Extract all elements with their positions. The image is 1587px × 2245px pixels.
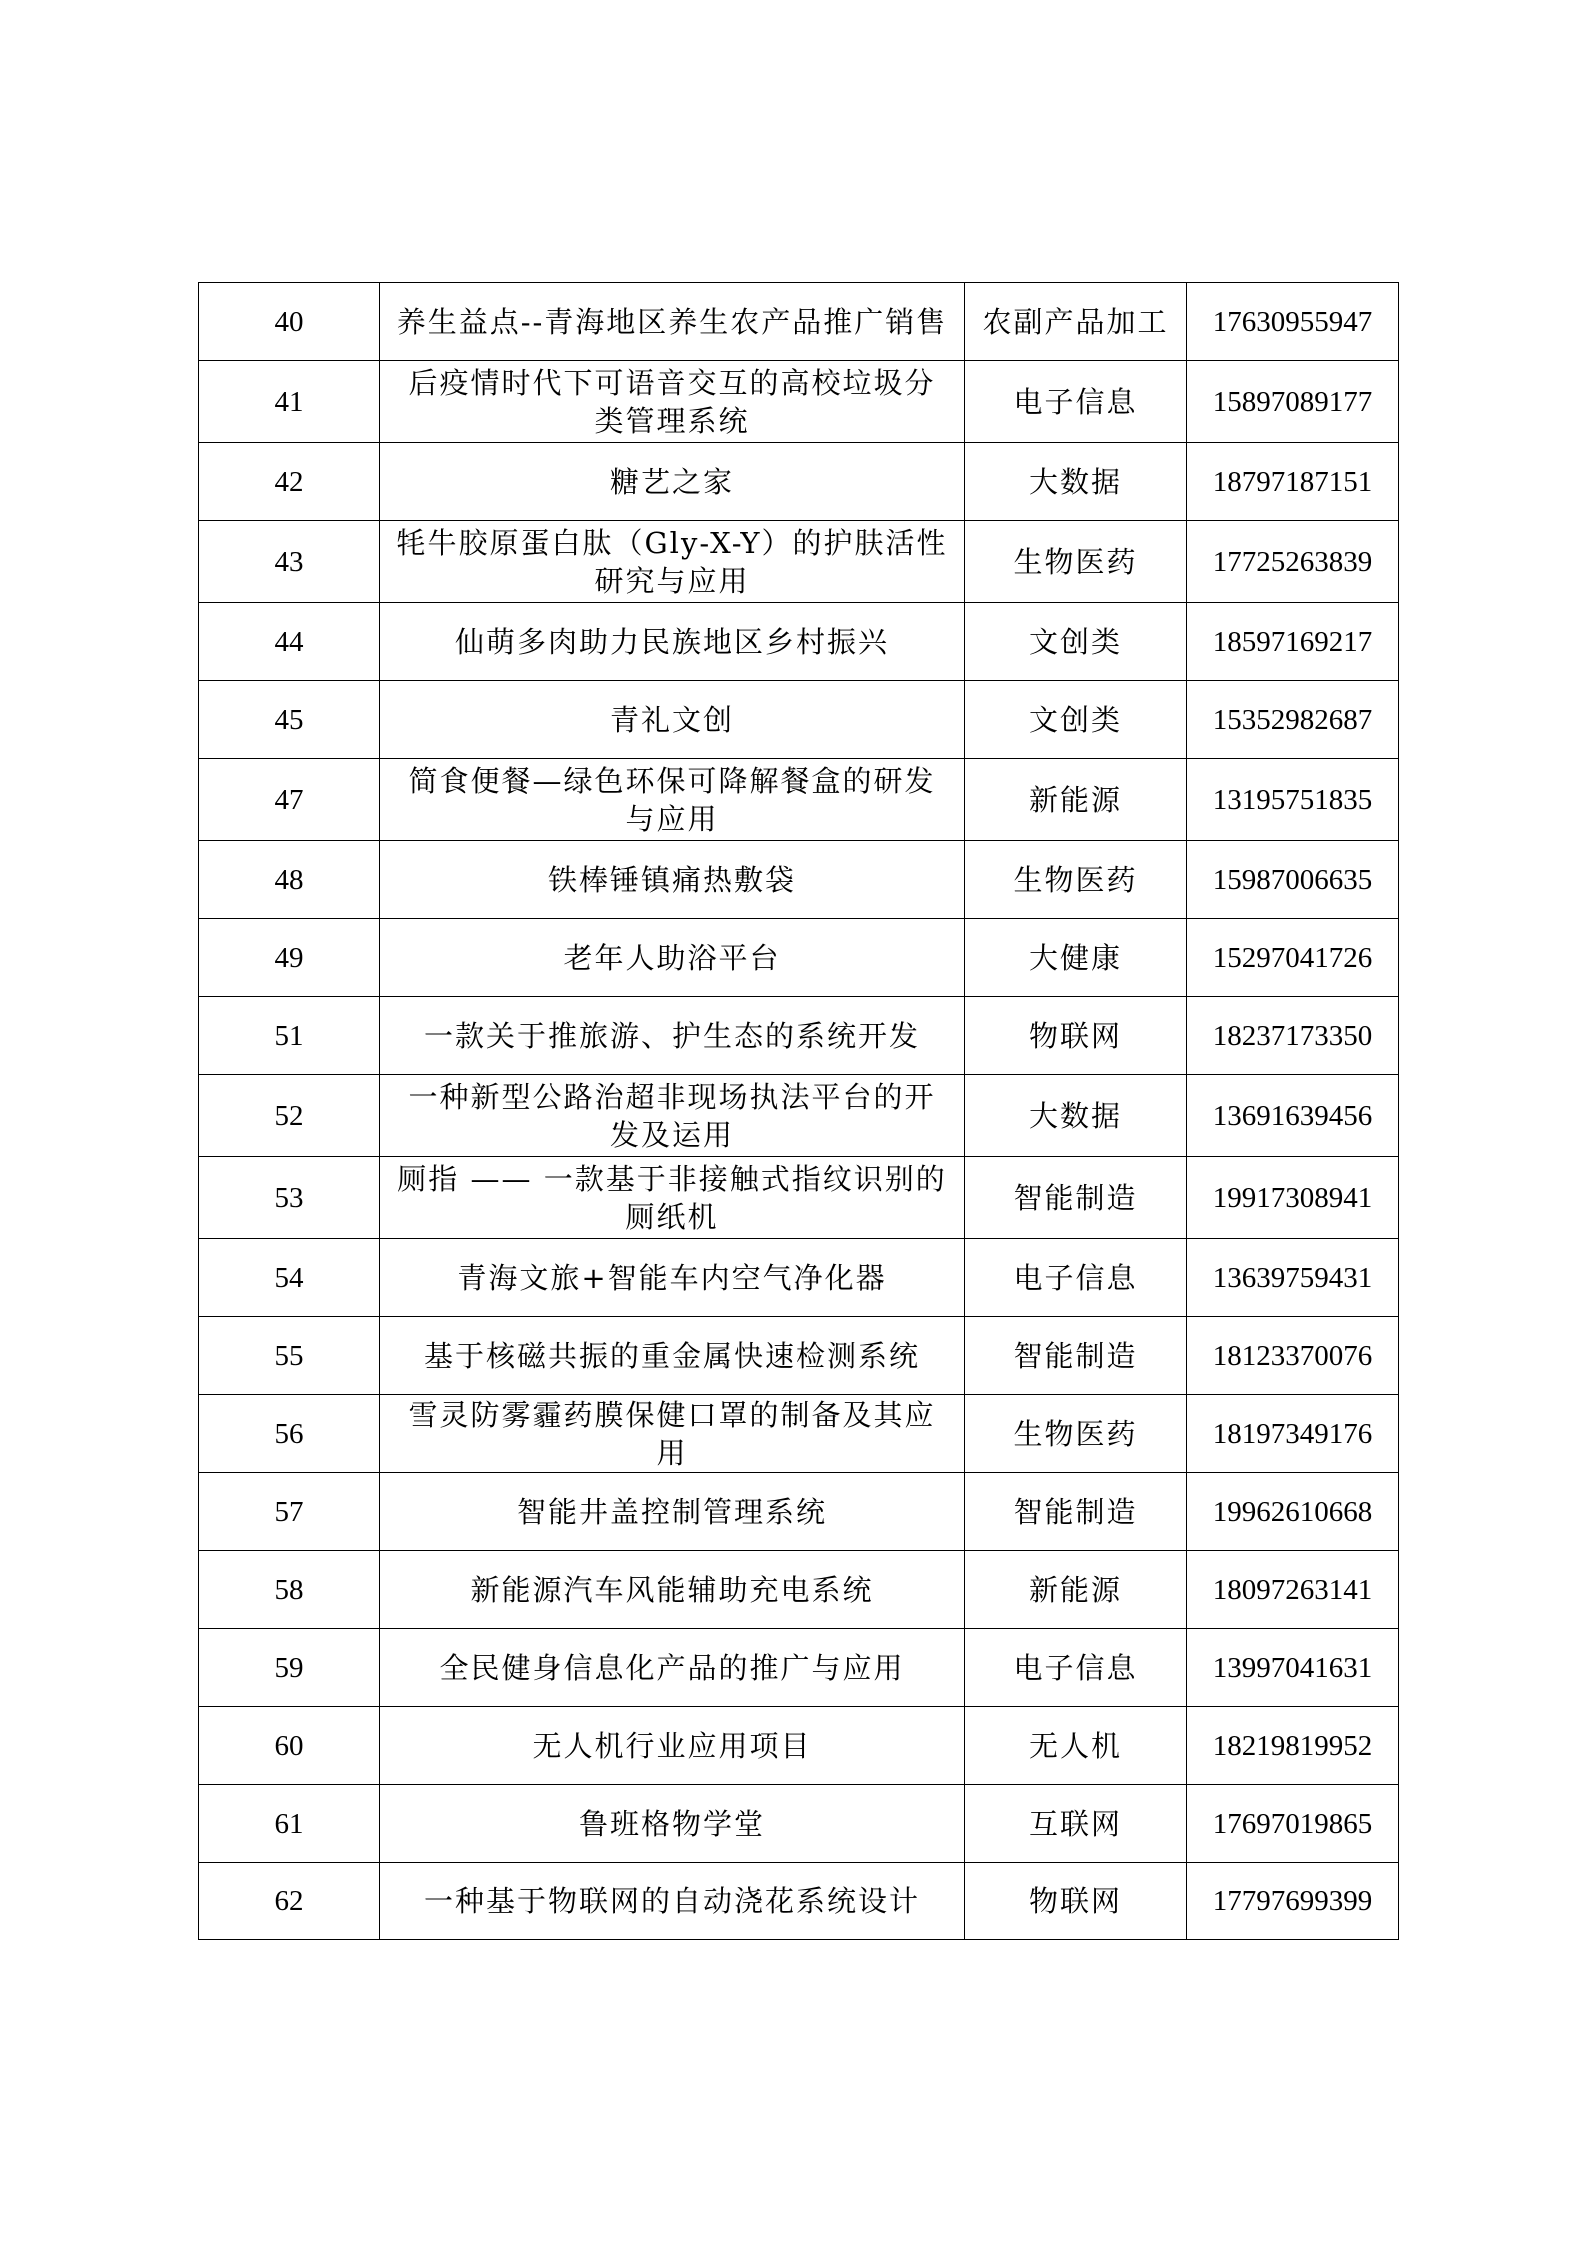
project-name: 老年人助浴平台 [380, 919, 965, 997]
table-row [199, 997, 1399, 1075]
contact-phone: 18097263141 [1187, 1551, 1399, 1629]
table-row [199, 1863, 1399, 1940]
row-number: 54 [199, 1239, 380, 1317]
project-name: 简食便餐—绿色环保可降解餐盒的研发与应用 [380, 759, 965, 841]
row-number: 53 [199, 1157, 380, 1239]
project-category: 新能源 [965, 759, 1187, 841]
contact-phone: 18597169217 [1187, 603, 1399, 681]
project-name: 铁棒锤镇痛热敷袋 [380, 841, 965, 919]
contact-phone: 18123370076 [1187, 1317, 1399, 1395]
table-row [199, 841, 1399, 919]
row-number: 56 [199, 1395, 380, 1473]
contact-phone: 17725263839 [1187, 521, 1399, 603]
contact-phone: 13639759431 [1187, 1239, 1399, 1317]
project-name: 一种新型公路治超非现场执法平台的开发及运用 [380, 1075, 965, 1157]
table-row [199, 1473, 1399, 1551]
project-category: 大健康 [965, 919, 1187, 997]
contact-phone: 17630955947 [1187, 283, 1399, 361]
row-number: 49 [199, 919, 380, 997]
project-name: 雪灵防雾霾药膜保健口罩的制备及其应用 [380, 1395, 965, 1473]
contact-phone: 18237173350 [1187, 997, 1399, 1075]
project-category: 物联网 [965, 997, 1187, 1075]
table-row [199, 1629, 1399, 1707]
project-category: 大数据 [965, 443, 1187, 521]
table-row [199, 1707, 1399, 1785]
project-name: 一款关于推旅游、护生态的系统开发 [380, 997, 965, 1075]
row-number: 43 [199, 521, 380, 603]
row-number: 41 [199, 361, 380, 443]
project-category: 生物医药 [965, 1395, 1187, 1473]
table-row [199, 1317, 1399, 1395]
contact-phone: 18219819952 [1187, 1707, 1399, 1785]
project-category: 文创类 [965, 603, 1187, 681]
contact-phone: 13195751835 [1187, 759, 1399, 841]
contact-phone: 15987006635 [1187, 841, 1399, 919]
row-number: 55 [199, 1317, 380, 1395]
table-row [199, 521, 1399, 603]
project-category: 互联网 [965, 1785, 1187, 1863]
project-category: 大数据 [965, 1075, 1187, 1157]
project-category: 生物医药 [965, 521, 1187, 603]
project-name: 青礼文创 [380, 681, 965, 759]
table-row [199, 603, 1399, 681]
project-category: 物联网 [965, 1863, 1187, 1940]
row-number: 47 [199, 759, 380, 841]
table-row [199, 1239, 1399, 1317]
table-row [199, 759, 1399, 841]
contact-phone: 19962610668 [1187, 1473, 1399, 1551]
project-name: 基于核磁共振的重金属快速检测系统 [380, 1317, 965, 1395]
table-row [199, 1075, 1399, 1157]
project-category: 生物医药 [965, 841, 1187, 919]
project-category: 智能制造 [965, 1473, 1187, 1551]
contact-phone: 15897089177 [1187, 361, 1399, 443]
table-row [199, 1157, 1399, 1239]
project-category: 农副产品加工 [965, 283, 1187, 361]
row-number: 42 [199, 443, 380, 521]
project-name: 后疫情时代下可语音交互的高校垃圾分类管理系统 [380, 361, 965, 443]
table-row [199, 1785, 1399, 1863]
project-name: 仙萌多肉助力民族地区乡村振兴 [380, 603, 965, 681]
project-table [198, 282, 1399, 1940]
contact-phone: 18797187151 [1187, 443, 1399, 521]
project-category: 智能制造 [965, 1317, 1187, 1395]
project-name: 新能源汽车风能辅助充电系统 [380, 1551, 965, 1629]
table-row [199, 919, 1399, 997]
row-number: 45 [199, 681, 380, 759]
row-number: 57 [199, 1473, 380, 1551]
contact-phone: 17797699399 [1187, 1863, 1399, 1940]
row-number: 58 [199, 1551, 380, 1629]
contact-phone: 15297041726 [1187, 919, 1399, 997]
contact-phone: 18197349176 [1187, 1395, 1399, 1473]
row-number: 59 [199, 1629, 380, 1707]
table-body [199, 283, 1399, 1940]
contact-phone: 17697019865 [1187, 1785, 1399, 1863]
project-category: 电子信息 [965, 361, 1187, 443]
contact-phone: 13997041631 [1187, 1629, 1399, 1707]
project-category: 新能源 [965, 1551, 1187, 1629]
row-number: 62 [199, 1863, 380, 1940]
project-name: 一种基于物联网的自动浇花系统设计 [380, 1863, 965, 1940]
table-row [199, 283, 1399, 361]
table-row [199, 443, 1399, 521]
contact-phone: 19917308941 [1187, 1157, 1399, 1239]
project-name: 养生益点--青海地区养生农产品推广销售 [380, 283, 965, 361]
contact-phone: 13691639456 [1187, 1075, 1399, 1157]
project-name: 糖艺之家 [380, 443, 965, 521]
row-number: 40 [199, 283, 380, 361]
project-category: 电子信息 [965, 1239, 1187, 1317]
project-name: 全民健身信息化产品的推广与应用 [380, 1629, 965, 1707]
table-row [199, 1551, 1399, 1629]
project-category: 电子信息 [965, 1629, 1187, 1707]
row-number: 48 [199, 841, 380, 919]
row-number: 61 [199, 1785, 380, 1863]
table-row [199, 681, 1399, 759]
row-number: 51 [199, 997, 380, 1075]
row-number: 44 [199, 603, 380, 681]
contact-phone: 15352982687 [1187, 681, 1399, 759]
project-category: 文创类 [965, 681, 1187, 759]
project-name: 牦牛胶原蛋白肽（Gly-X-Y）的护肤活性研究与应用 [380, 521, 965, 603]
project-name: 厕指 —— 一款基于非接触式指纹识别的厕纸机 [380, 1157, 965, 1239]
project-category: 无人机 [965, 1707, 1187, 1785]
row-number: 52 [199, 1075, 380, 1157]
project-name: 智能井盖控制管理系统 [380, 1473, 965, 1551]
project-name: 无人机行业应用项目 [380, 1707, 965, 1785]
table-row [199, 1395, 1399, 1473]
project-name: 鲁班格物学堂 [380, 1785, 965, 1863]
project-name: 青海文旅+智能车内空气净化器 [380, 1239, 965, 1317]
project-category: 智能制造 [965, 1157, 1187, 1239]
table-row [199, 361, 1399, 443]
row-number: 60 [199, 1707, 380, 1785]
